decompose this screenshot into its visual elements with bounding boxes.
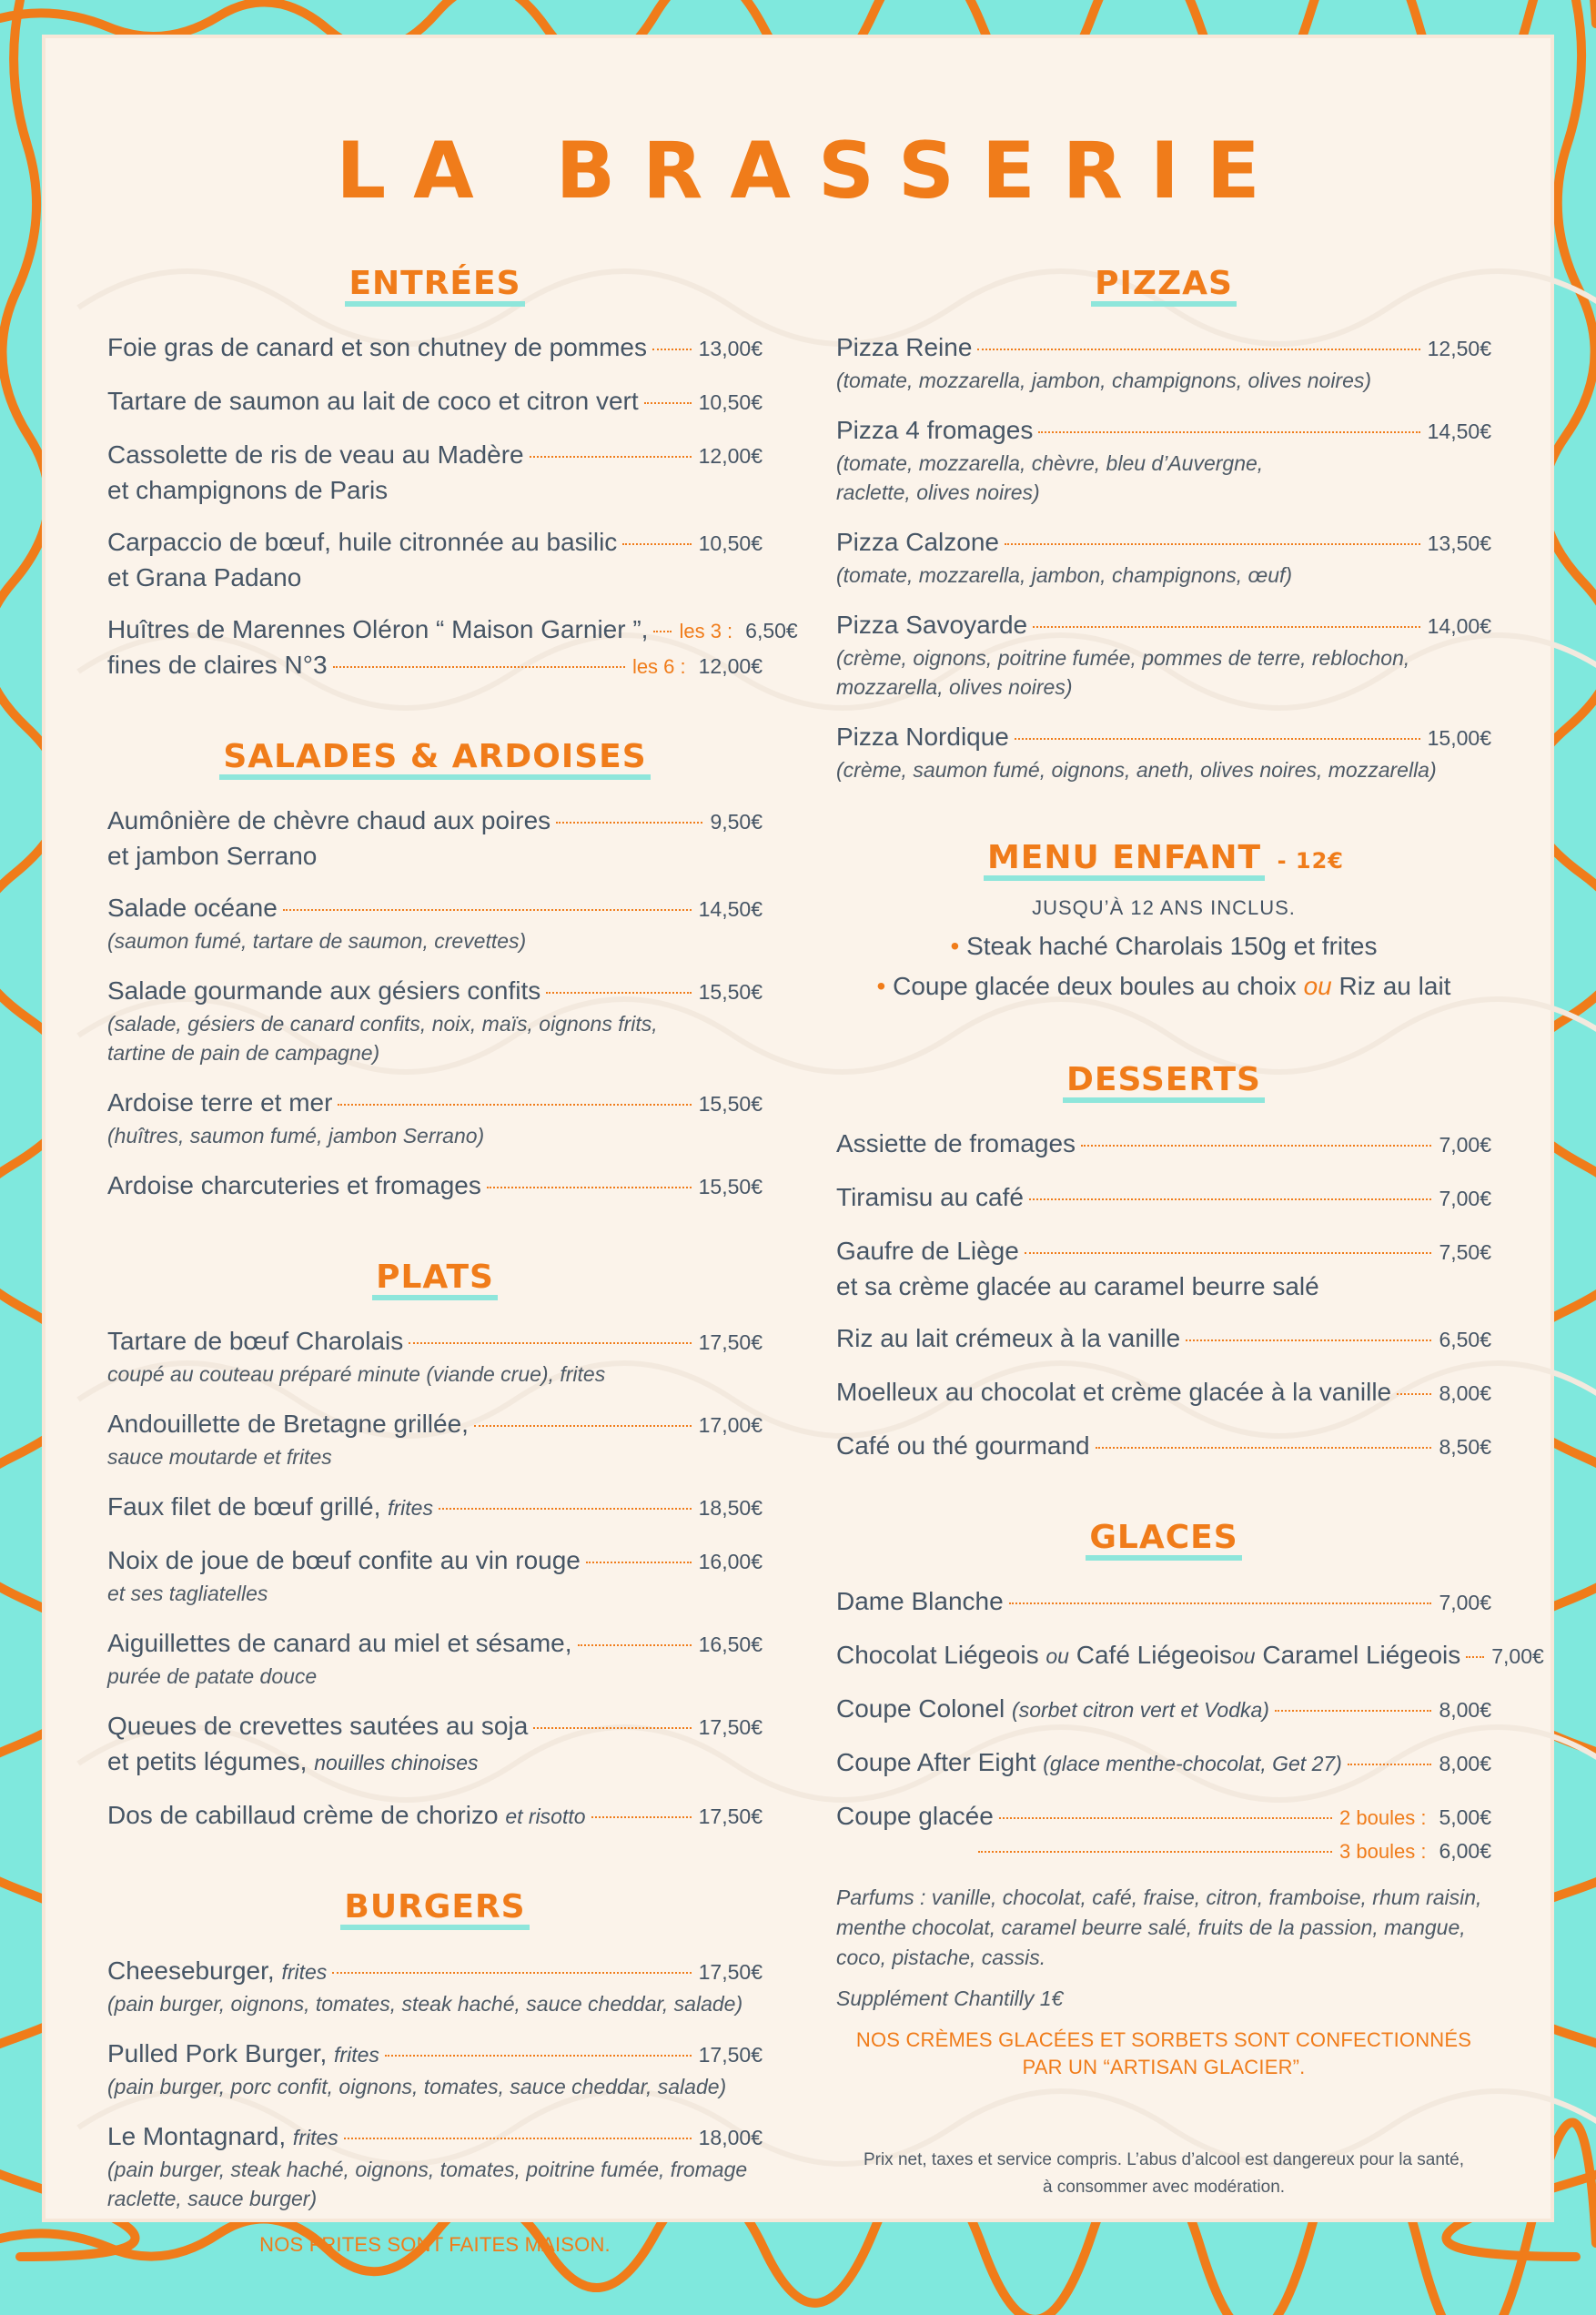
- item-price: 7,00€: [1491, 1644, 1544, 1668]
- item-price: 6,50€: [1439, 1328, 1491, 1351]
- item-price: 17,50€: [698, 1804, 763, 1828]
- legal-notice: [836, 2147, 1491, 2201]
- item-description: et ses tagliatelles: [107, 1582, 268, 1605]
- item-price: 14,00€: [1427, 614, 1491, 638]
- menu-item-huitres: [107, 612, 798, 683]
- menu-item: [107, 974, 763, 1067]
- menu-item: [836, 1375, 1491, 1410]
- menu-item: [836, 525, 1491, 590]
- bullet: •: [876, 972, 886, 1000]
- item-name: Coupe Colonel: [836, 1694, 1005, 1723]
- item-price: 12,00€: [698, 444, 763, 468]
- menu-item: [107, 438, 763, 507]
- section-burgers: [107, 1890, 763, 2259]
- item-price: 15,50€: [698, 980, 763, 1004]
- restaurant-title: LA BRASSERIE: [336, 126, 1288, 217]
- section-plats: [107, 1260, 763, 1834]
- artisan-note: NOS CRÈMES GLACÉES ET SORBETS SONT CONFECTIONNÉS: [855, 2028, 1472, 2051]
- item-price: 6,00€: [1439, 1839, 1491, 1863]
- item-name: Pulled Pork Burger,: [107, 2039, 328, 2067]
- item-price: 14,50€: [1427, 420, 1491, 443]
- fries-note: NOS FRITES SONT FAITES MAISON.: [259, 2233, 611, 2256]
- legal-line: Prix net, taxes et service compris. L’abus d’alcool est dangereux pour la santé,: [863, 2150, 1465, 2169]
- item-side: frites: [388, 1496, 433, 1520]
- item-name: Pizza Calzone: [836, 528, 999, 556]
- item-description: coupé au couteau préparé minute (viande crue), frites: [107, 1362, 606, 1386]
- item-name: Aiguillettes de canard au miel et sésame,: [107, 1629, 572, 1657]
- item-description-line2: raclette, olives noires): [836, 480, 1040, 504]
- item-name-line2: et jambon Serrano: [107, 842, 318, 870]
- menu-item: [107, 1709, 763, 1780]
- item-description: purée de patate douce: [107, 1664, 318, 1688]
- item-quantity: les 3 :: [679, 620, 733, 642]
- item-price: 17,50€: [698, 1960, 763, 1984]
- item-name: Riz au lait crémeux à la vanille: [836, 1324, 1181, 1352]
- item-description: (saumon fumé, tartare de saumon, crevettes): [107, 929, 527, 953]
- section-title: DESSERTS: [1063, 1063, 1265, 1103]
- item-name: Tartare de saumon au lait de coco et citron vert: [107, 387, 639, 415]
- item-description: (tomate, mozzarella, jambon, champignons, olives noires): [836, 369, 1372, 392]
- item-name: Tartare de bœuf Charolais: [107, 1327, 404, 1355]
- menu-item: [107, 2119, 763, 2213]
- parfums-list: Parfums : vanille, chocolat, café, fraise, citron, framboise, rhum raisin, menthe chocolat, caramel beurre salé, fruits de la passion, mangue, coco, pistache, cassis.: [836, 1885, 1482, 1969]
- menu-item: [836, 1745, 1491, 1781]
- menu-item: [836, 1234, 1491, 1303]
- menu-enfant-line: • Coupe glacée deux boules au choix ou Riz au lait: [876, 972, 1451, 1000]
- item-description: (tomate, mozzarella, jambon, champignons, œuf): [836, 563, 1293, 587]
- item-price: 17,00€: [698, 1413, 763, 1437]
- menu-item: [107, 1168, 763, 1204]
- item-description: (salade, gésiers de canard confits, noix, maïs, oignons frits,: [107, 1012, 658, 1036]
- item-description: (crème, oignons, poitrine fumée, pommes de terre, reblochon,: [836, 646, 1410, 670]
- menu-item: [836, 1180, 1491, 1216]
- item-name: Pizza Savoyarde: [836, 611, 1028, 639]
- item-description: (pain burger, steak haché, oignons, tomates, poitrine fumée, fromage: [107, 2158, 748, 2181]
- item-side: (glace menthe-chocolat, Get 27): [1043, 1752, 1342, 1775]
- item-price: 12,50€: [1427, 337, 1491, 360]
- item-name: Faux filet de bœuf grillé,: [107, 1492, 381, 1521]
- or-word: ou: [1231, 1644, 1256, 1668]
- item-name: Noix de joue de bœuf confite au vin rouge: [107, 1546, 581, 1574]
- item-quantity: 2 boules :: [1339, 1806, 1427, 1829]
- item-description: (huîtres, saumon fumé, jambon Serrano): [107, 1124, 485, 1147]
- item-side: (sorbet citron vert et Vodka): [1012, 1698, 1269, 1722]
- item-price: 10,50€: [698, 390, 763, 414]
- item-price: 13,00€: [698, 337, 763, 360]
- menu-item: [107, 1490, 763, 1525]
- item-price: 18,50€: [698, 1496, 763, 1520]
- item-price: 16,50€: [698, 1633, 763, 1656]
- menu-item: [107, 1324, 763, 1389]
- item-price: 8,00€: [1439, 1381, 1491, 1405]
- menu-item: [836, 330, 1491, 395]
- item-side: nouilles chinoises: [314, 1751, 479, 1774]
- item-name: Tiramisu au café: [836, 1183, 1024, 1211]
- item-name-line2: fines de claires N°3: [107, 651, 328, 679]
- item-name-line2: et sa crème glacée au caramel beurre salé: [836, 1272, 1319, 1300]
- item-name-line2: et Grana Padano: [107, 563, 302, 591]
- item-name: Salade océane: [107, 894, 278, 922]
- menu-item: [836, 1127, 1491, 1162]
- item-name: Chocolat Liégeois: [836, 1641, 1039, 1669]
- item-name: Café Liégeois: [1076, 1641, 1232, 1669]
- menu-item: [836, 720, 1491, 784]
- item-name: Foie gras de canard et son chutney de pommes: [107, 333, 648, 361]
- menu-enfant-price: - 12€: [1277, 848, 1344, 874]
- menu-item: [107, 1626, 763, 1691]
- item-side: frites: [281, 1960, 328, 1984]
- item-price: 16,00€: [698, 1550, 763, 1573]
- left-column: [107, 265, 798, 2315]
- item-side: frites: [292, 2126, 338, 2149]
- item-price: 9,50€: [710, 810, 763, 834]
- menu-enfant-title: MENU ENFANT: [984, 841, 1265, 881]
- section-title: ENTRÉES: [345, 267, 524, 307]
- item-description: (crème, saumon fumé, oignons, aneth, olives noires, mozzarella): [836, 758, 1437, 782]
- menu-item: [107, 891, 763, 955]
- section-menu-enfant: [836, 841, 1491, 1006]
- item-name: Carpaccio de bœuf, huile citronnée au basilic: [107, 528, 618, 556]
- item-name: Dos de cabillaud crème de chorizo: [107, 1801, 499, 1829]
- item-name: Aumônière de chèvre chaud aux poires: [107, 806, 551, 834]
- menu-item: [836, 1692, 1491, 1727]
- item-name: Dame Blanche: [836, 1587, 1004, 1615]
- item-price: 15,50€: [698, 1175, 763, 1198]
- item-price: 15,00€: [1427, 726, 1491, 750]
- menu-item-coupe-glacee: [836, 1799, 1491, 1868]
- item-name: Ardoise charcuteries et fromages: [107, 1171, 481, 1199]
- right-column: [836, 265, 1544, 2258]
- item-name: Pizza Reine: [836, 333, 973, 361]
- item-price: 7,00€: [1439, 1187, 1491, 1210]
- menu-enfant-line: • Steak haché Charolais 150g et frites: [950, 932, 1378, 960]
- item-price: 17,50€: [698, 1330, 763, 1354]
- legal-line: à consommer avec modération.: [1042, 2178, 1286, 2197]
- section-pizzas: [836, 267, 1491, 784]
- menu-item: [836, 608, 1491, 702]
- menu-enfant-subtitle: JUSQU’À 12 ANS INCLUS.: [1032, 896, 1296, 919]
- item-name: Café ou thé gourmand: [836, 1431, 1090, 1460]
- menu-item: [107, 525, 763, 594]
- item-description-line2: raclette, sauce burger): [107, 2187, 318, 2210]
- menu-item: [836, 1584, 1491, 1620]
- item-name: Cheeseburger,: [107, 1956, 275, 1985]
- item-price: 8,00€: [1439, 1752, 1491, 1775]
- item-description-line2: mozzarella, olives noires): [836, 675, 1073, 699]
- item-name: Cassolette de ris de veau au Madère: [107, 440, 524, 469]
- menu-item: [107, 1954, 763, 2018]
- item-price: 8,50€: [1439, 1435, 1491, 1459]
- item-price: 6,50€: [745, 619, 798, 642]
- menu-item: [107, 2037, 763, 2101]
- menu-item: [107, 330, 763, 366]
- item-name: Ardoise terre et mer: [107, 1088, 333, 1117]
- bullet: •: [950, 932, 960, 960]
- section-title: SALADES & ARDOISES: [219, 740, 650, 780]
- item-side: frites: [334, 2043, 379, 2067]
- menu-item: [107, 804, 763, 873]
- section-glaces: [836, 1519, 1544, 2201]
- item-name-line2: et champignons de Paris: [107, 476, 389, 504]
- section-title: PIZZAS: [1091, 267, 1237, 307]
- or-word: ou: [1045, 1644, 1069, 1668]
- item-name: Le Montagnard,: [107, 2122, 287, 2150]
- item-name-line2: et petits légumes,: [107, 1747, 308, 1775]
- section-entrees: [107, 265, 798, 683]
- section-salades: [107, 740, 763, 1204]
- section-title: BURGERS: [340, 1890, 529, 1930]
- item-price: 18,00€: [698, 2126, 763, 2149]
- section-desserts: [836, 1063, 1491, 1464]
- item-description: (pain burger, oignons, tomates, steak haché, sauce cheddar, salade): [107, 1992, 743, 2016]
- item-description: sauce moutarde et frites: [107, 1445, 332, 1469]
- section-title: [980, 841, 1348, 881]
- section-title: GLACES: [1086, 1521, 1241, 1561]
- chantilly-supplement: Supplément Chantilly 1€: [836, 1986, 1064, 2010]
- item-quantity: 3 boules :: [1339, 1840, 1427, 1863]
- item-description: (pain burger, porc confit, oignons, tomates, sauce cheddar, salade): [107, 2075, 727, 2098]
- menu-item: [836, 1429, 1491, 1464]
- item-name: Andouillette de Bretagne grillée,: [107, 1410, 469, 1438]
- item-name: Assiette de fromages: [836, 1129, 1076, 1158]
- item-description-line2: tartine de pain de campagne): [107, 1041, 380, 1065]
- item-quantity: les 6 :: [631, 655, 686, 678]
- menu-item: [107, 1407, 763, 1471]
- menu-item: [836, 1638, 1544, 1673]
- item-description: (tomate, mozzarella, chèvre, bleu d’Auvergne,: [836, 451, 1264, 475]
- item-name: Coupe glacée: [836, 1802, 994, 1830]
- item-price: 17,50€: [698, 1715, 763, 1739]
- item-name: Huîtres de Marennes Oléron “ Maison Garnier ”,: [107, 615, 649, 643]
- item-price: 8,00€: [1439, 1698, 1491, 1722]
- menu-item: [836, 1321, 1491, 1357]
- menu-paper: [42, 35, 1554, 2256]
- item-price: 7,50€: [1439, 1240, 1491, 1264]
- item-name: Gaufre de Liège: [836, 1237, 1019, 1265]
- item-price: 15,50€: [698, 1092, 763, 1116]
- item-name: Coupe After Eight: [836, 1748, 1036, 1776]
- item-side: et risotto: [505, 1804, 586, 1828]
- menu-item: [107, 1086, 763, 1150]
- menu-item: [836, 413, 1491, 507]
- menu-item: [107, 1798, 763, 1834]
- item-price: 10,50€: [698, 531, 763, 555]
- menu-item: [107, 384, 763, 420]
- section-title: PLATS: [372, 1260, 498, 1300]
- item-price: 17,50€: [698, 2043, 763, 2067]
- item-name: Caramel Liégeois: [1262, 1641, 1461, 1669]
- menu-item: [107, 1543, 763, 1608]
- artisan-note-line2: PAR UN “ARTISAN GLACIER”.: [1022, 2056, 1306, 2078]
- item-price: 7,00€: [1439, 1591, 1491, 1614]
- item-price: 12,00€: [698, 654, 763, 678]
- item-price: 7,00€: [1439, 1133, 1491, 1157]
- item-price: 13,50€: [1427, 531, 1491, 555]
- item-name: Salade gourmande aux gésiers confits: [107, 976, 541, 1005]
- item-name: Moelleux au chocolat et crème glacée à la vanille: [836, 1378, 1392, 1406]
- item-price: 14,50€: [698, 897, 763, 921]
- item-name: Pizza 4 fromages: [836, 416, 1034, 444]
- item-name: Queues de crevettes sautées au soja: [107, 1712, 529, 1740]
- item-price: 5,00€: [1439, 1805, 1491, 1829]
- item-name: Pizza Nordique: [836, 723, 1009, 751]
